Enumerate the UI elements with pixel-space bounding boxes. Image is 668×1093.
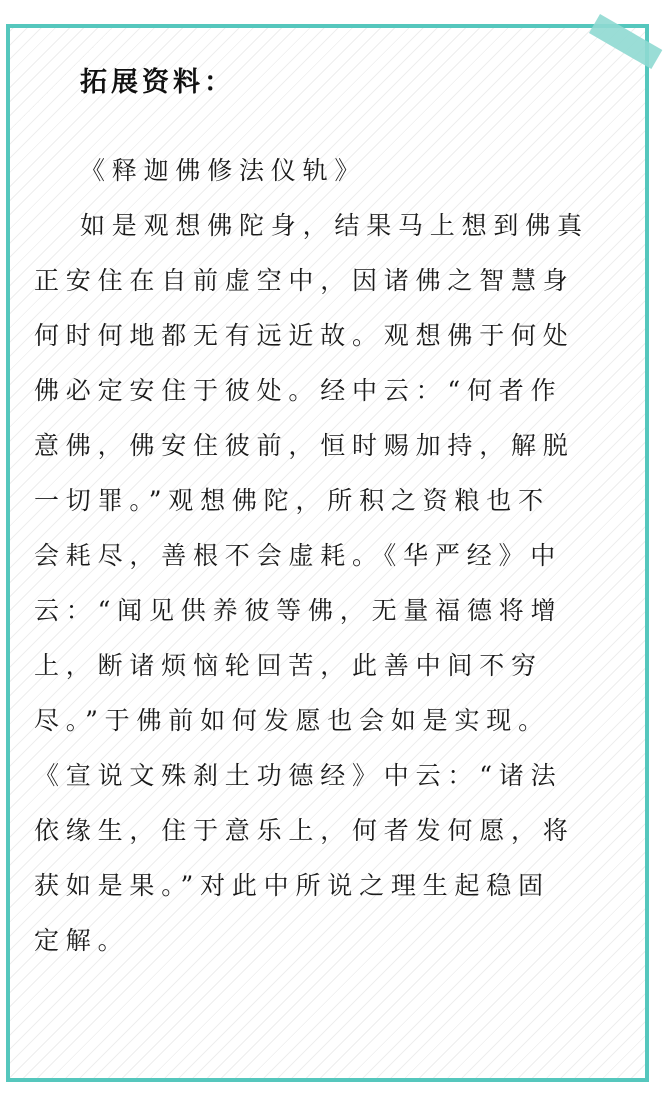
source-title: 《释迦佛修法仪轨》 xyxy=(80,156,367,185)
text-line: 如是观想佛陀身，结果马上想到佛真 xyxy=(80,211,589,240)
text-line: 《宣说文殊刹土功德经》中云：“诸法 xyxy=(34,761,563,790)
text-line: 意佛，佛安住彼前，恒时赐加持，解脱 xyxy=(34,431,575,460)
text-line: 依缘生，住于意乐上，何者发何愿，将 xyxy=(34,816,575,845)
text-line: 尽。”于佛前如何发愿也会如是实现。 xyxy=(34,706,550,735)
text-line: 云：“闻见供养彼等佛，无量福德将增 xyxy=(34,596,563,625)
text-line: 正安住在自前虚空中，因诸佛之智慧身 xyxy=(34,266,575,295)
text-line: 获如是果。”对此中所说之理生起稳固 xyxy=(34,871,550,900)
text-line: 佛必定安住于彼处。经中云：“何者作 xyxy=(34,376,563,405)
text-line: 会耗尽，善根不会虚耗。《华严经》中 xyxy=(34,541,563,570)
text-line: 定解。 xyxy=(34,926,130,955)
article-body xyxy=(34,143,624,968)
text-line: 上，断诸烦恼轮回苦，此善中间不穷 xyxy=(34,651,543,680)
page-heading: 拓展资料： xyxy=(80,67,235,98)
text-line: 何时何地都无有远近故。观想佛于何处 xyxy=(34,321,575,350)
text-line: 一切罪。”观想佛陀，所积之资粮也不 xyxy=(34,486,550,515)
